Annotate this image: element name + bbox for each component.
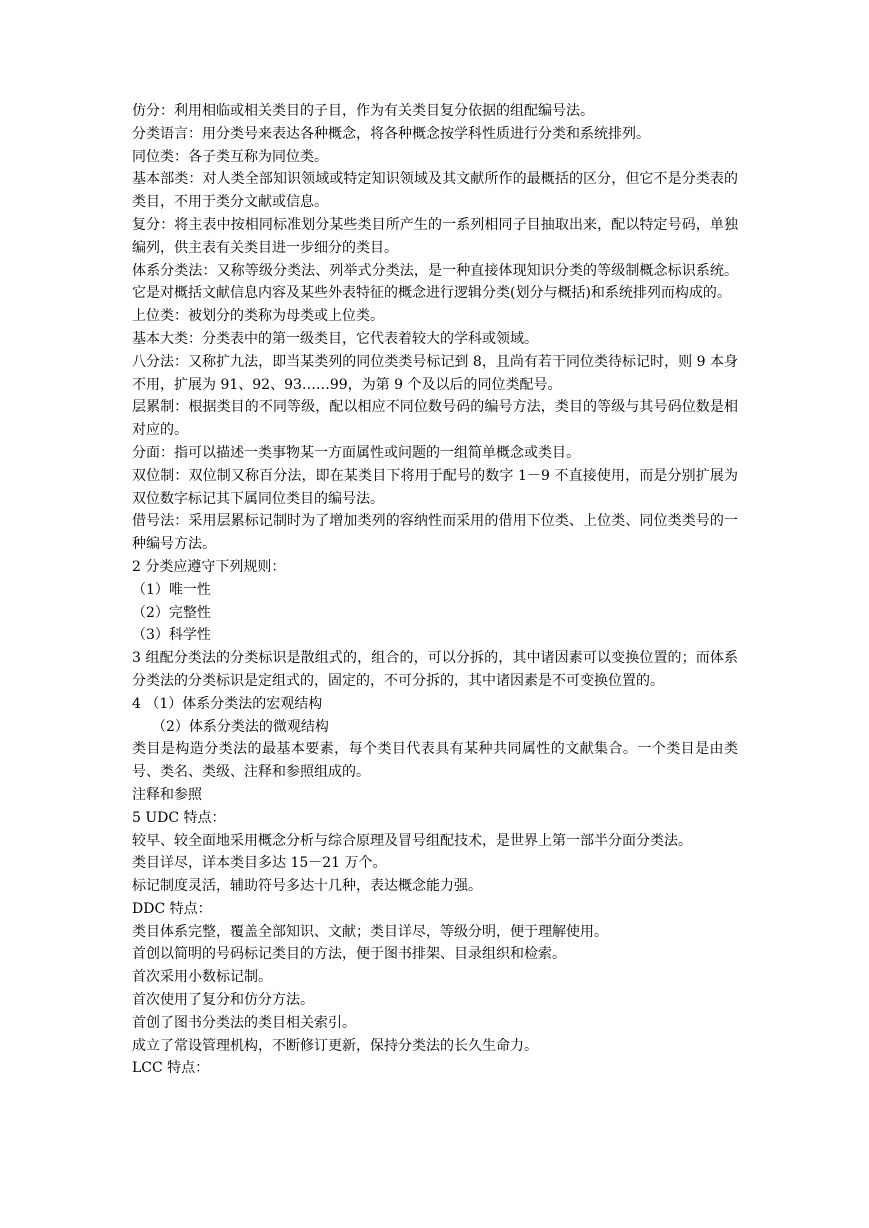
definition-borrowing-method: 借号法：采用层累标记制时为了增加类列的容纳性而采用的借用下位类、上位类、同位类类号的一种编号方法。 [132,513,738,553]
section-4-item-2: （2）体系分类法的微观结构 [152,718,329,735]
ddc-feature-6: 成立了常设管理机构，不断修订更新，保持分类法的长久生命力。 [132,1037,538,1054]
ddc-heading: DDC 特点： [132,900,212,917]
definition-facet: 分面：指可以描述一类事物某一方面属性或问题的一组简单概念或类目。 [132,444,580,461]
notes-and-references: 注释和参照 [132,786,202,803]
definition-coordinate-class: 同位类：各子类互称为同位类。 [132,148,328,165]
udc-feature-1: 较早、较全面地采用概念分析与综合原理及冒号组配技术，是世界上第一部半分面分类法。 [132,832,692,849]
definition-fufen: 复分：将主表中按相同标准划分某些类目所产生的一系列相同子目抽取出来，配以特定号码，单独编列，供主表有关类目进一步细分的类目。 [132,216,738,256]
section-5-udc-heading: 5 UDC 特点： [132,809,226,826]
section-4-item-1: 4 （1）体系分类法的宏观结构 [132,695,323,712]
udc-feature-3: 标记制度灵活，辅助符号多达十几种，表达概念能力强。 [132,878,482,895]
definition-main-class: 基本大类：分类表中的第一级类目，它代表着较大的学科或领域。 [132,330,538,347]
definition-fangfen: 仿分：利用相临或相关类目的子目，作为有关类目复分依据的组配编号法。 [132,103,594,119]
definition-octave-method: 八分法：又称扩九法，即当某类列的同位类类号标记到 8，且尚有若干同位类待标记时，则 9 本身不用，扩展为 91、92、93……99，为第 9 个及以后的同位类配号。 [132,353,738,393]
section-3-paragraph: 3 组配分类法的分类标识是散组式的，组合的，可以分拆的，其中诸因素可以变换位置的；而体系分类法的分类标识是定组式的，固定的，不可分拆的，其中诸因素是不可变换位置的。 [132,650,738,689]
class-definition-paragraph: 类目是构造分类法的最基本要素，每个类目代表具有某种共同属性的文献集合。一个类目是由类号、类名、类级、注释和参照组成的。 [132,741,738,781]
definition-hierarchical-notation: 层累制：根据类目的不同等级，配以相应不同位数号码的编号方法，类目的等级与其号码位数是相对应的。 [132,399,738,439]
rule-item-1: （1）唯一性 [132,581,211,598]
definition-hierarchical-classification: 体系分类法：又称等级分类法、列举式分类法，是一种直接体现知识分类的等级制概念标识系统。它是对概括文献信息内容及某些外表特征的概念进行逻辑分类(划分与概括)和系统排列而构成的。 [132,262,738,302]
definition-double-digit-system: 双位制：双位制又称百分法，即在某类目下将用于配号的数字 1－9 不直接使用，而是分别扩展为双位数字标记其下属同位类目的编号法。 [132,467,738,507]
ddc-feature-5: 首创了图书分类法的类目相关索引。 [132,1014,356,1031]
rule-item-3: （3）科学性 [132,627,211,644]
ddc-feature-4: 首次使用了复分和仿分方法。 [132,992,314,1009]
document-body [132,100,738,1080]
ddc-feature-2: 首创以简明的号码标记类目的方法，便于图书排架、目录组织和检索。 [132,946,566,963]
definition-basic-division: 基本部类：对人类全部知识领域或特定知识领域及其文献所作的最概括的区分，但它不是分类表的类目，不用于类分文献或信息。 [132,171,738,211]
section-2-heading: 2 分类应遵守下列规则： [132,558,286,575]
definition-classification-language: 分类语言：用分类号来表达各种概念，将各种概念按学科性质进行分类和系统排列。 [132,125,650,142]
ddc-feature-3: 首次采用小数标记制。 [132,969,272,986]
udc-feature-2: 类目详尽，详本类目多达 15－21 万个。 [132,855,387,872]
lcc-heading: LCC 特点： [132,1060,210,1077]
ddc-feature-1: 类目体系完整，覆盖全部知识、文献；类目详尽，等级分明，便于理解使用。 [132,923,608,940]
definition-superordinate-class: 上位类：被划分的类称为母类或上位类。 [132,308,384,325]
rule-item-2: （2）完整性 [132,604,211,621]
